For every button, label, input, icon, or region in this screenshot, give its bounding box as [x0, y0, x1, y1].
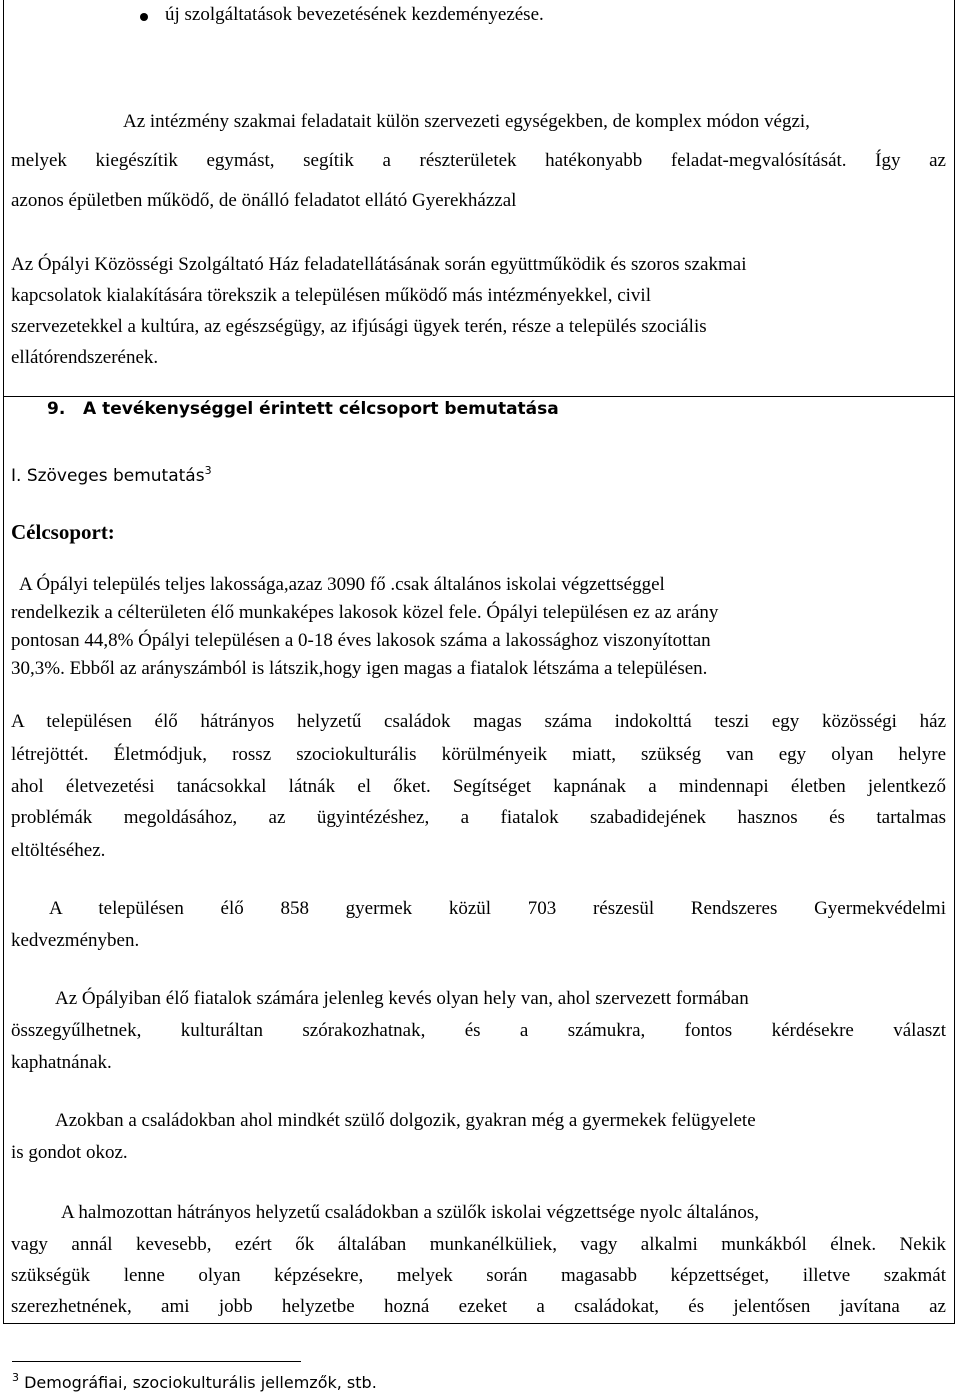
cooperation-line-2: kapcsolatok kialakítására törekszik a településen működő más intézményekkel, civil [11, 285, 651, 306]
cooperation-line-3: szervezetekkel a kultúra, az egészségügy, az ifjúsági ügyek terén, része a település szociális [11, 316, 707, 337]
population-line-1: A Ópályi település teljes lakossága,azaz 3090 fő .csak általános iskolai végzettséggel [19, 574, 665, 595]
youth-line-3: kaphatnának. [11, 1052, 112, 1073]
population-line-3: pontosan 44,8% Ópályi településen a 0-18 éves lakosok száma a lakossághoz viszonyítottan [11, 630, 711, 651]
intro-line-1: Az intézmény szakmai feladatait külön szervezeti egységekben, de komplex módon végzi, [123, 111, 810, 132]
disadvantaged-line-2: vagy annál kevesebb, ezért ők általában munkanélküliek, vagy alkalmi munkákból élnek. Nekik [11, 1234, 946, 1255]
subsection-label: I. Szöveges bemutatás [11, 466, 205, 486]
footnote-text: Demográfiai, szociokulturális jellemzők, stb. [24, 1373, 377, 1392]
working-parents-line-2: is gondot okoz. [11, 1142, 128, 1163]
population-line-2: rendelkezik a célterületen élő munkaképes lakosok közel fele. Ópályi településen ez az arány [11, 602, 719, 623]
target-group-heading: Célcsoport: [11, 520, 115, 544]
working-parents-line-1: Azokban a családokban ahol mindkét szülő dolgozik, gyakran még a gyermekek felügyelete [55, 1110, 756, 1131]
youth-line-1: Az Ópályiban élő fiatalok számára jelenleg kevés olyan hely van, ahol szervezett formában [55, 988, 749, 1009]
disadvantaged-line-3: szükségük lenne olyan képzésekre, melyek során magasabb képzettséget, illetve szakmát [11, 1265, 946, 1286]
families-line-1: A településen élő hátrányos helyzetű családok magas száma indokolttá teszi egy közösségi ház [11, 711, 946, 732]
youth-line-2: összegyűlhetnek, kulturáltan szórakozhatnak, és a számukra, fontos kérdésekre választ [11, 1020, 946, 1041]
cooperation-line-1: Az Ópályi Közösségi Szolgáltató Ház feladatellátásának során együttműködik és szoros szakmai [11, 254, 747, 275]
families-line-5: eltöltéséhez. [11, 840, 106, 861]
population-line-4: 30,3%. Ebből az arányszámból is látszik,hogy igen magas a fiatalok létszáma a településen. [11, 658, 708, 679]
footnote-reference: 3 [204, 464, 212, 477]
children-line-2: kedvezményben. [11, 930, 140, 951]
intro-line-3: azonos épületben működő, de önálló feladatot ellátó Gyerekházzal [11, 190, 517, 211]
families-line-3: ahol életvezetési tanácsokkal látnák el őket. Segítséget kapnának a mindennapi életben jelentkező [11, 776, 946, 797]
families-line-2: létrejöttét. Életmódjuk, rossz szociokulturális körülményeik miatt, szükség van egy olyan helyre [11, 744, 946, 765]
children-line-1: A településen élő 858 gyermek közül 703 részesül Rendszeres Gyermekvédelmi [49, 898, 946, 919]
section-title: A tevékenységgel érintett célcsoport bemutatása [83, 399, 559, 419]
bullet-item: új szolgáltatások bevezetésének kezdeményezése. [165, 4, 544, 25]
footnote-number: 3 [12, 1371, 19, 1384]
families-line-4: problémák megoldásához, az ügyintézéshez, a fiatalok szabadidejének hasznos és tartalmas [11, 807, 946, 828]
bullet-dot [140, 13, 148, 21]
lower-text-frame [3, 397, 955, 1324]
cooperation-line-4: ellátórendszerének. [11, 347, 159, 368]
footnote [12, 1373, 377, 1392]
disadvantaged-line-4: szerezhetnének, ami jobb helyzetbe hozná ezeket a családokat, és jelentősen javítana az [11, 1296, 946, 1317]
disadvantaged-line-1: A halmozottan hátrányos helyzetű családokban a szülők iskolai végzettsége nyolc általános, [61, 1202, 760, 1223]
footnote-separator [12, 1361, 301, 1362]
intro-line-2: melyek kiegészítik egymást, segítik a részterületek hatékonyabb feladat-megvalósítását. Így az [11, 150, 946, 171]
subsection-heading [11, 466, 212, 486]
section-number: 9. [47, 399, 66, 419]
